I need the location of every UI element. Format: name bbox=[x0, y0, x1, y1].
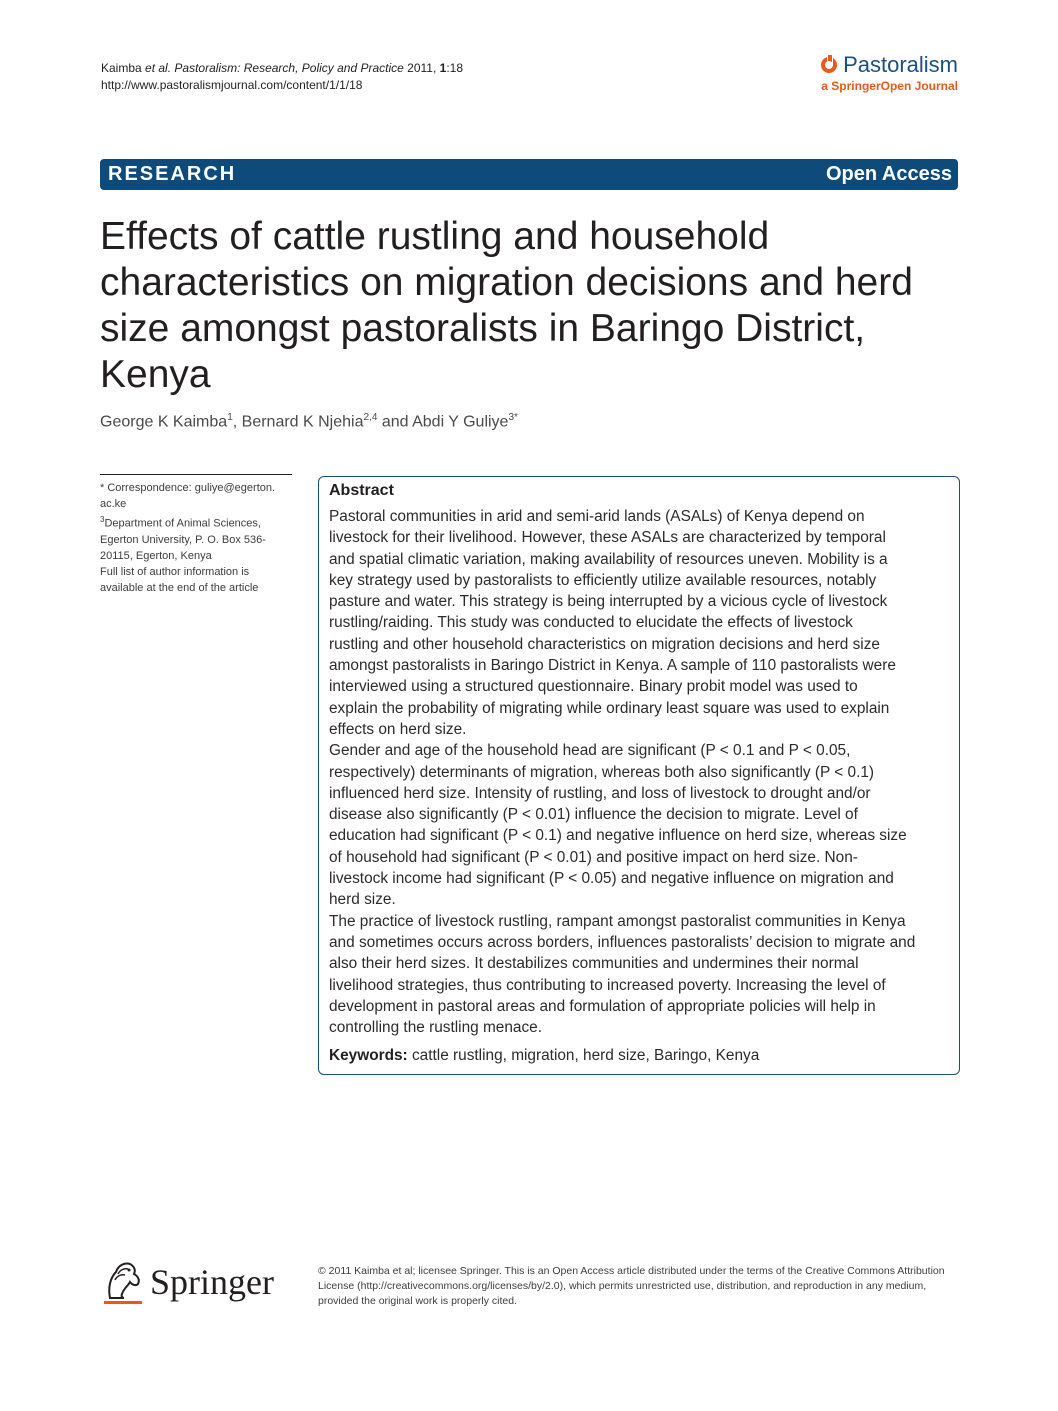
citation-etal: et al. bbox=[145, 61, 172, 75]
citation-header bbox=[101, 60, 463, 94]
abstract-paragraph bbox=[329, 911, 951, 1039]
abstract-line: livestock for their livelihood. However, these ASALs are characterized by temporal bbox=[329, 529, 886, 547]
license-line: License (http://creativecommons.org/licenses/by/2.0), which permits unrestricted use, distribution, and reproduction in any medium, bbox=[318, 1280, 927, 1292]
abstract-line: pasture and water. This strategy is being interrupted by a vicious cycle of livestock bbox=[329, 593, 888, 611]
keywords bbox=[329, 1045, 951, 1066]
springer-logo[interactable] bbox=[100, 1258, 274, 1306]
abstract-line: disease also significantly (P < 0.01) influence the decision to migrate. Level of bbox=[329, 806, 858, 824]
abstract-line: interviewed using a structured questionnaire. Binary probit model was used to bbox=[329, 678, 858, 696]
author-list bbox=[100, 412, 518, 431]
license-text bbox=[318, 1264, 960, 1309]
abstract-line: controlling the rustling menace. bbox=[329, 1019, 543, 1037]
author-separator: , bbox=[232, 413, 242, 431]
citation-year: 2011, bbox=[407, 61, 437, 75]
author-separator: and bbox=[377, 413, 413, 431]
affiliation-line: Egerton University, P. O. Box 536- bbox=[100, 533, 266, 546]
abstract-line: and spatial climatic variation, making availability of resources uneven. Mobility is a bbox=[329, 550, 888, 568]
title-line: size amongst pastoralists in Baringo District, bbox=[100, 307, 866, 350]
abstract-line: Pastoral communities in arid and semi-arid lands (ASALs) of Kenya depend on bbox=[329, 508, 865, 525]
correspondence-line[interactable]: ac.ke bbox=[100, 498, 127, 510]
affiliation-line: 20115, Egerton, Kenya bbox=[100, 549, 212, 562]
journal-logo[interactable] bbox=[821, 52, 958, 93]
license-line: provided the original work is properly cited. bbox=[318, 1295, 518, 1307]
correspondence-sidebar bbox=[100, 474, 292, 596]
abstract-line: rustling/raiding. This study was conducted to elucidate the effects of livestock bbox=[329, 614, 853, 632]
license-line: © 2011 Kaimba et al; licensee Springer. This is an Open Access article distributed under the terms of the Creative Commons Attribution bbox=[318, 1265, 945, 1277]
abstract-line: The practice of livestock rustling, rampant amongst pastoralist communities in Kenya bbox=[329, 912, 906, 930]
abstract-line: of household had significant (P < 0.01) and positive impact on herd size. Non- bbox=[329, 848, 858, 866]
pastoralism-logo-icon bbox=[821, 57, 837, 73]
abstract-line: Gender and age of the household head are significant (P < 0.1 and P < 0.05, bbox=[329, 742, 851, 760]
abstract-paragraph bbox=[329, 740, 951, 910]
keywords-label: Keywords: bbox=[329, 1047, 408, 1065]
affiliation-line: Department of Animal Sciences, bbox=[104, 517, 261, 530]
citation-page: :18 bbox=[446, 61, 464, 75]
abstract-line: respectively) determinants of migration, whereas both also significantly (P < 0.1) bbox=[329, 763, 875, 781]
abstract-line: education had significant (P < 0.1) and negative influence on herd size, whereas size bbox=[329, 827, 907, 845]
author-name: Abdi Y Guliye bbox=[412, 413, 509, 431]
title-line: characteristics on migration decisions and herd bbox=[100, 261, 913, 304]
abstract-line: amongst pastoralists in Baringo District in Kenya. A sample of 110 pastoralists were bbox=[329, 657, 896, 675]
author-affiliation: 1 bbox=[227, 412, 233, 423]
journal-name: Pastoralism bbox=[843, 52, 958, 77]
author-name: George K Kaimba bbox=[100, 413, 228, 431]
citation-authors: Kaimba bbox=[101, 61, 142, 75]
springer-horse-icon bbox=[100, 1258, 144, 1306]
keywords-text: cattle rustling, migration, herd size, Baringo, Kenya bbox=[411, 1047, 760, 1065]
abstract-line: livestock income had significant (P < 0.05) and negative influence on migration and bbox=[329, 870, 894, 888]
abstract-line: and sometimes occurs across borders, influences pastoralists’ decision to migrate and bbox=[329, 933, 916, 951]
publisher-name: Springer bbox=[150, 1262, 274, 1302]
article-url[interactable]: http://www.pastoralismjournal.com/content/1/1/18 bbox=[101, 78, 363, 92]
open-access-label: Open Access bbox=[826, 163, 952, 185]
abstract-heading: Abstract bbox=[329, 482, 394, 499]
abstract-box bbox=[318, 476, 960, 1075]
research-bar bbox=[100, 159, 958, 190]
article-title bbox=[100, 214, 960, 398]
abstract-paragraph bbox=[329, 506, 951, 740]
citation-journal: Pastoralism: Research, Policy and Practice bbox=[174, 61, 404, 75]
author-affiliation: 3* bbox=[508, 412, 518, 423]
abstract-line: herd size. bbox=[329, 891, 396, 909]
abstract-line: key strategy used by pastoralists to efficiently utilize available resources, notably bbox=[329, 571, 877, 589]
article-type-label: RESEARCH bbox=[108, 163, 237, 185]
author-name: Bernard K Njehia bbox=[241, 413, 364, 431]
abstract-line: effects on herd size. bbox=[329, 720, 467, 738]
abstract-line: rustling and other household characteristics on migration decisions and herd size bbox=[329, 635, 880, 653]
correspondence-line[interactable]: * Correspondence: guliye@egerton. bbox=[100, 482, 276, 494]
citation-volume: 1 bbox=[439, 61, 447, 75]
title-line: Kenya bbox=[100, 353, 211, 396]
abstract-body bbox=[329, 506, 951, 1038]
abstract-line: explain the probability of migrating while ordinary least square was used to explain bbox=[329, 699, 890, 717]
abstract-line: livelihood strategies, thus contributing to increased poverty. Increasing the level of bbox=[329, 976, 886, 994]
author-affiliation: 2,4 bbox=[363, 412, 378, 423]
title-line: Effects of cattle rustling and household bbox=[100, 215, 770, 258]
abstract-line: influenced herd size. Intensity of rustling, and loss of livestock to drought and/or bbox=[329, 784, 871, 802]
journal-subtitle: a SpringerOpen Journal bbox=[821, 79, 958, 93]
abstract-line: also their herd sizes. It destabilizes communities and undermines their normal bbox=[329, 955, 859, 973]
abstract-line: development in pastoral areas and formulation of appropriate policies will help in bbox=[329, 997, 876, 1015]
author-info-note: available at the end of the article bbox=[100, 581, 259, 594]
affiliation-marker: 3 bbox=[100, 515, 105, 524]
author-info-note: Full list of author information is bbox=[100, 565, 250, 578]
